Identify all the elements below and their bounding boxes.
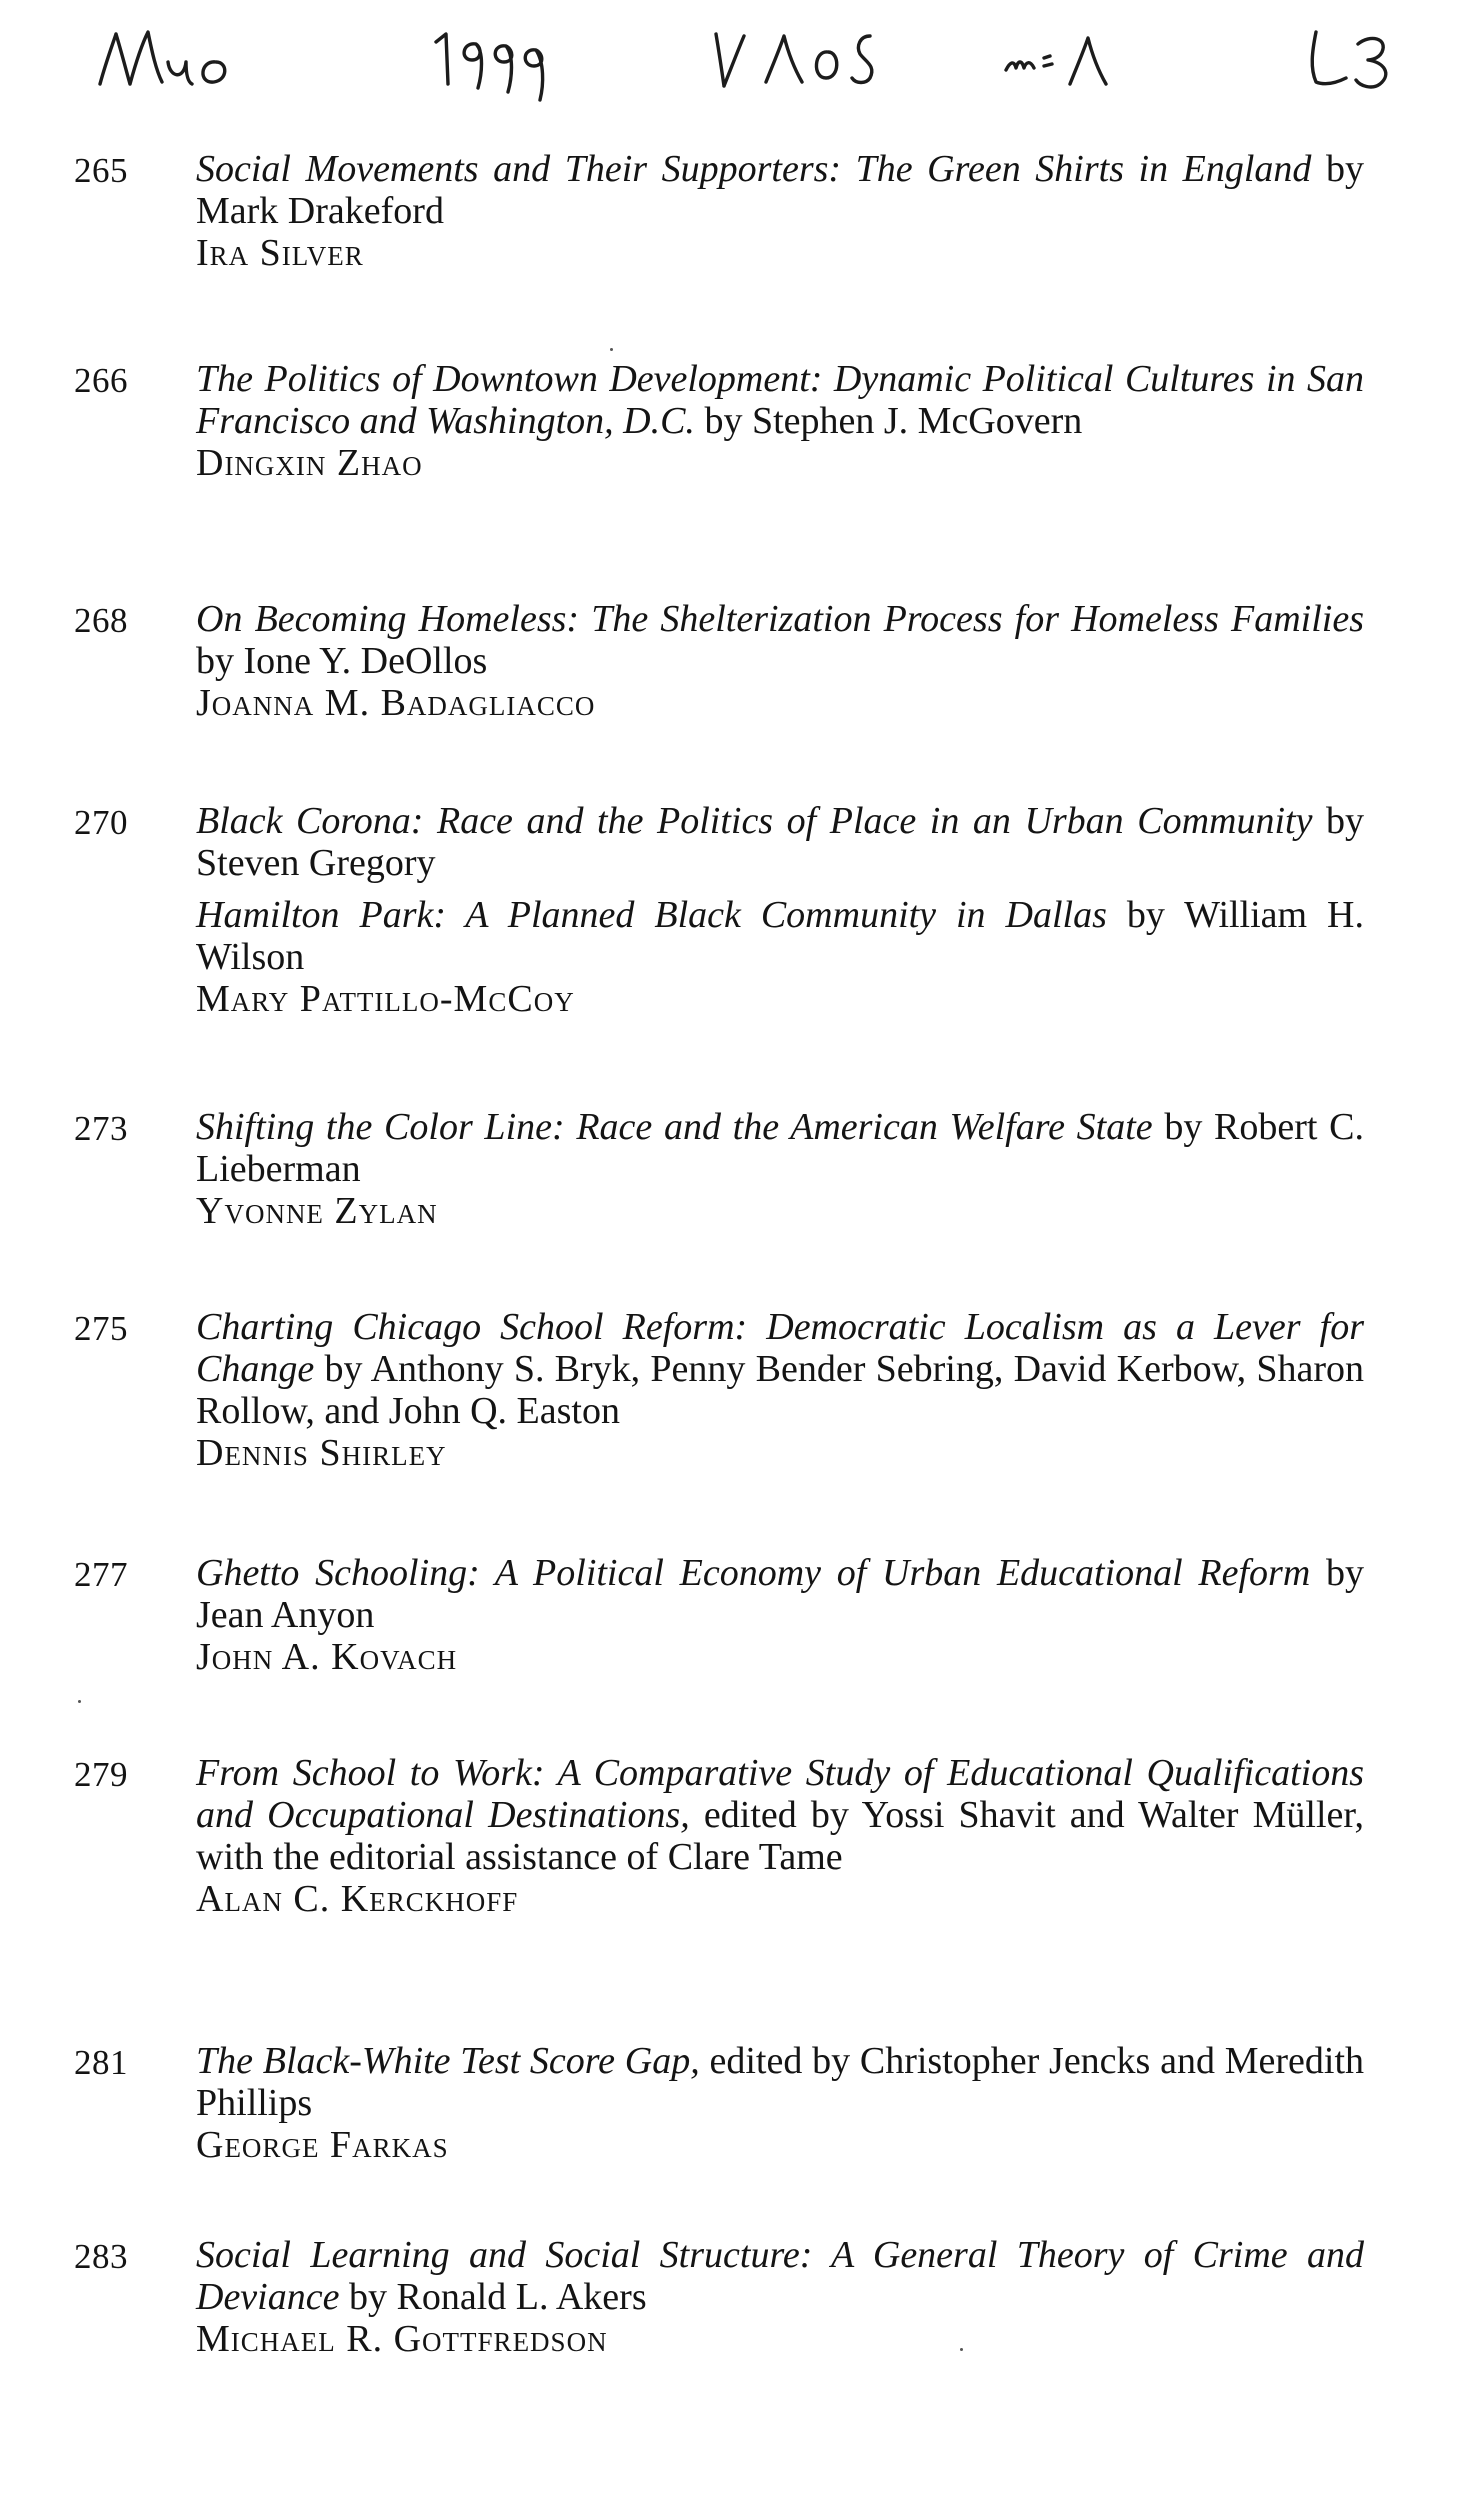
book-byline: edited by Christopher Jencks and Meredith Phillips [196,2040,1364,2124]
page-number: 281 [74,2043,128,2082]
book-title: On Becoming Homeless: The Shelterization Process for Homeless Families [196,598,1364,640]
page-number: 265 [74,151,128,190]
book-title: Charting Chicago School Reform: Democratic Localism as a Lever for Change [196,1306,1364,1390]
book-citation [196,2234,1364,2318]
book-citation [196,358,1364,442]
reviewer-name: Dingxin Zhao [196,442,423,484]
book-title: Hamilton Park: A Planned Black Community in Dallas [196,894,1107,936]
reviewer-name: Mary Pattillo-McCoy [196,978,575,1020]
review-body [196,358,1364,484]
book-byline: by Anthony S. Bryk, Penny Bender Sebring, David Kerbow, Sharon Rollow, and John Q. Easton [196,1348,1364,1432]
page-number: 275 [74,1309,128,1348]
book-byline: by Mark Drakeford [196,148,1364,232]
handwritten-number [710,22,890,102]
book-citation [196,1752,1364,1878]
book-title: Ghetto Schooling: A Political Economy of Urban Educational Reform [196,1552,1311,1594]
page-number: 266 [74,361,128,400]
handwritten-year [432,22,572,112]
book-byline: edited by Yossi Shavit and Walter Müller, with the editorial assistance of Clare Tame [196,1794,1365,1878]
book-byline: by Ronald L. Akers [339,2276,647,2318]
book-citation [196,2040,1364,2124]
handwritten-annotation [0,22,1472,112]
review-body [196,2234,1364,2360]
reviewer-name: John A. Kovach [196,1636,458,1678]
review-body [196,1106,1364,1232]
book-byline: by Steven Gregory [196,800,1365,884]
book-citation [196,148,1364,232]
book-citation [196,1106,1364,1190]
reviewer-name: Dennis Shirley [196,1432,447,1474]
book-citation [196,894,1364,978]
page-number: 273 [74,1109,128,1148]
book-byline: by William H. Wilson [196,894,1364,978]
reviewer-name: Michael R. Gottfredson [196,2318,608,2360]
review-body [196,1306,1364,1474]
book-citation [196,800,1364,884]
review-body [196,148,1364,274]
book-title: Social Learning and Social Structure: A General Theory of Crime and Deviance [196,2234,1364,2318]
book-byline: by Stephen J. McGovern [694,400,1083,442]
book-title: Social Movements and Their Supporters: The Green Shirts in England [196,148,1312,190]
review-body [196,800,1364,1020]
page-number: 268 [74,601,128,640]
handwritten-no [1000,22,1150,102]
reviewer-name: Joanna M. Badagliacco [196,682,596,724]
reviewer-name: Alan C. Kerckhoff [196,1878,519,1920]
book-title: The Black-White Test Score Gap, [196,2040,700,2082]
book-citation [196,598,1364,682]
page-number: 270 [74,803,128,842]
review-body [196,2040,1364,2166]
review-body [196,1752,1364,1920]
book-title: The Politics of Downtown Development: Dynamic Political Cultures in San Francisco and Washington, D.C. [196,358,1364,442]
book-title: Black Corona: Race and the Politics of Place in an Urban Community [196,800,1313,842]
reviewer-name: Ira Silver [196,232,364,274]
book-byline: by Robert C. Lieberman [196,1106,1364,1190]
handwritten-l3 [1302,22,1412,102]
book-citation [196,1552,1364,1636]
scan-speck [78,1700,81,1703]
reviewer-name: George Farkas [196,2124,449,2166]
review-body [196,1552,1364,1678]
reviewer-name: Yvonne Zylan [196,1190,438,1232]
book-title: From School to Work: A Comparative Study of Educational Qualifications and Occupational Destinations, [196,1752,1364,1836]
book-byline: by Ione Y. DeOllos [196,640,488,682]
book-citation [196,1306,1364,1432]
page-number: 277 [74,1555,128,1594]
handwritten-mag [96,22,246,102]
review-body [196,598,1364,724]
page-number: 283 [74,2237,128,2276]
book-title: Shifting the Color Line: Race and the American Welfare State [196,1106,1153,1148]
scan-speck [610,348,613,351]
book-byline: by Jean Anyon [196,1552,1364,1636]
page-number: 279 [74,1755,128,1794]
